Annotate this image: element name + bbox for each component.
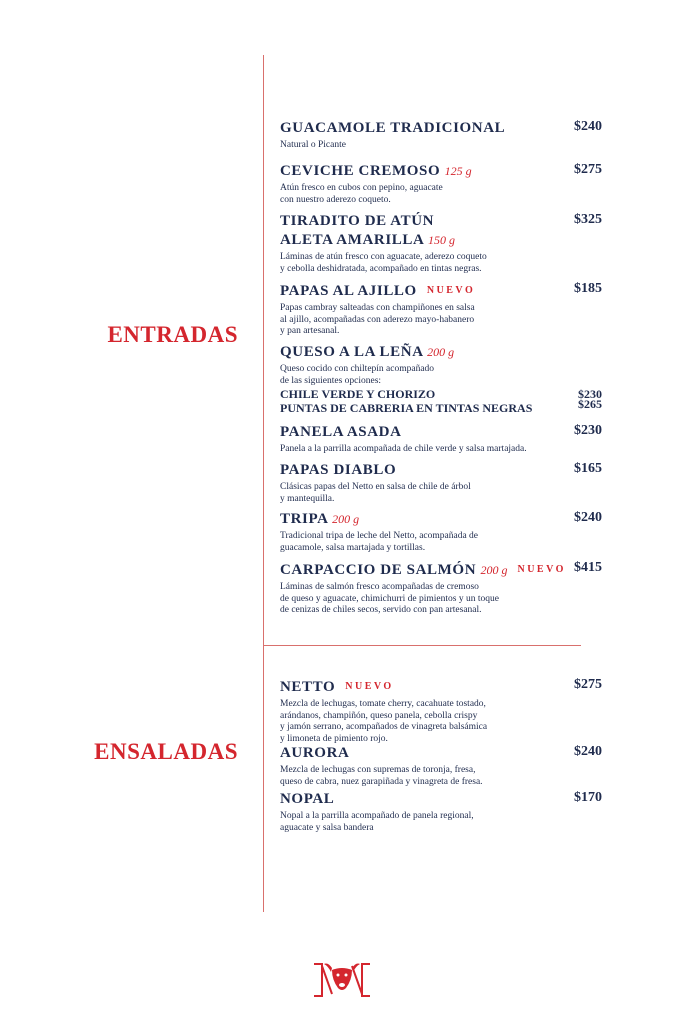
item-name: CARPACCIO DE SALMÓN — [280, 562, 477, 578]
menu-item-tiradito — [280, 212, 602, 275]
item-price: $230 — [574, 423, 602, 438]
menu-item-papas-diablo — [280, 461, 602, 505]
item-name-line — [280, 281, 602, 301]
item-name: PAPAS AL AJILLO — [280, 283, 417, 299]
item-name-line — [280, 510, 602, 529]
option-price: $265 — [578, 397, 602, 411]
item-name: CEVICHE CREMOSO — [280, 163, 441, 179]
item-price: $170 — [574, 790, 602, 805]
item-description: Panela a la parrilla acompañada de chile verde y salsa martajada. — [280, 444, 527, 454]
new-badge: NUEVO — [517, 564, 566, 575]
option-label: PUNTAS DE CABRERIA EN TINTAS NEGRAS — [280, 401, 533, 415]
item-name-line — [280, 231, 602, 250]
item-weight: 200 g — [480, 563, 508, 577]
new-badge: NUEVO — [426, 285, 476, 296]
item-name: TIRADITO DE ATÚN — [280, 213, 435, 229]
item-name-second-line: ALETA AMARILLA — [280, 232, 424, 248]
item-price: $240 — [574, 119, 602, 134]
item-description: Atún fresco en cubos con pepino, aguacate con nuestro aderezo coqueto. — [280, 183, 443, 205]
item-name: QUESO A LA LEÑA — [280, 344, 423, 360]
item-name-line — [280, 677, 602, 697]
section-title-entradas: ENTRADAS — [107, 322, 238, 347]
item-name: NETTO — [280, 679, 336, 695]
new-badge: NUEVO — [345, 681, 394, 692]
menu-item-panela-asada — [280, 423, 602, 456]
item-name: AURORA — [280, 745, 350, 761]
item-price: $415 — [574, 560, 602, 575]
item-name: GUACAMOLE TRADICIONAL — [280, 120, 506, 136]
item-price: $275 — [574, 677, 602, 692]
option-price: $230 — [578, 387, 602, 401]
menu-item-tripa — [280, 510, 602, 554]
item-weight: 150 g — [427, 233, 455, 247]
item-name: TRIPA — [280, 511, 328, 527]
section-title-ensaladas: ENSALADAS — [94, 739, 238, 764]
menu-item-carpaccio — [280, 560, 602, 617]
menu-item-aurora — [280, 744, 602, 788]
item-description: Tradicional tripa de leche del Netto, acompañada de guacamole, salsa martajada y tortillas. — [280, 531, 479, 553]
item-description: Mezcla de lechugas con supremas de toronja, fresa, queso de cabra, nuez garapiñada y vinagreta de fresa. — [280, 765, 483, 787]
item-name-line — [280, 343, 602, 362]
item-price: $325 — [574, 212, 602, 227]
item-price: $240 — [574, 510, 602, 525]
menu-item-papas-ajillo — [280, 281, 602, 338]
item-price: $275 — [574, 162, 602, 177]
item-description: Natural o Picante — [280, 140, 346, 150]
item-description: Clásicas papas del Netto en salsa de chile de árbol y mantequilla. — [280, 482, 471, 504]
section-divider — [263, 645, 581, 646]
item-description: Papas cambray salteadas con champiñones en salsa al ajillo, acompañadas con aderezo mayo-habanero y pan artesanal. — [280, 303, 475, 336]
item-name-line — [280, 162, 602, 181]
item-name-line — [280, 560, 602, 580]
item-description: Láminas de atún fresco con aguacate, aderezo coqueto y cebolla deshidratada, acompañado en tintas negras. — [280, 252, 487, 274]
item-description: Nopal a la parrilla acompañado de panela regional, aguacate y salsa bandera — [280, 811, 474, 833]
option-row — [280, 397, 602, 415]
menu-item-netto — [280, 677, 602, 745]
menu-item-nopal — [280, 790, 602, 834]
option-row — [280, 387, 602, 401]
vertical-divider — [263, 55, 264, 912]
option-label: CHILE VERDE Y CHORIZO — [280, 387, 436, 401]
item-name: PANELA ASADA — [280, 424, 402, 440]
item-description: Queso cocido con chiltepín acompañado de las siguientes opciones: — [280, 364, 435, 386]
menu-item-ceviche — [280, 162, 602, 206]
menu-item-queso-lena — [280, 343, 602, 415]
item-description: Mezcla de lechugas, tomate cherry, cacahuate tostado, arándanos, champiñón, queso panela, cebolla crispy y jamón serrano, acompañados de vinagreta balsámica y limoneta de pimiento rojo. — [280, 699, 488, 744]
item-price: $165 — [574, 461, 602, 476]
item-price: $185 — [574, 281, 602, 296]
item-weight: 125 g — [444, 164, 472, 178]
item-weight: 200 g — [427, 345, 455, 359]
item-name: NOPAL — [280, 791, 335, 807]
menu-item-guacamole — [280, 119, 602, 152]
bull-head-monogram-icon — [310, 958, 374, 1002]
item-name: PAPAS DIABLO — [280, 462, 397, 478]
item-weight: 200 g — [332, 512, 360, 526]
item-price: $240 — [574, 744, 602, 759]
item-description: Láminas de salmón fresco acompañadas de cremoso de queso y aguacate, chimichurri de pimientos y un toque de cenizas de chiles secos, servido con pan artesanal. — [280, 582, 499, 615]
